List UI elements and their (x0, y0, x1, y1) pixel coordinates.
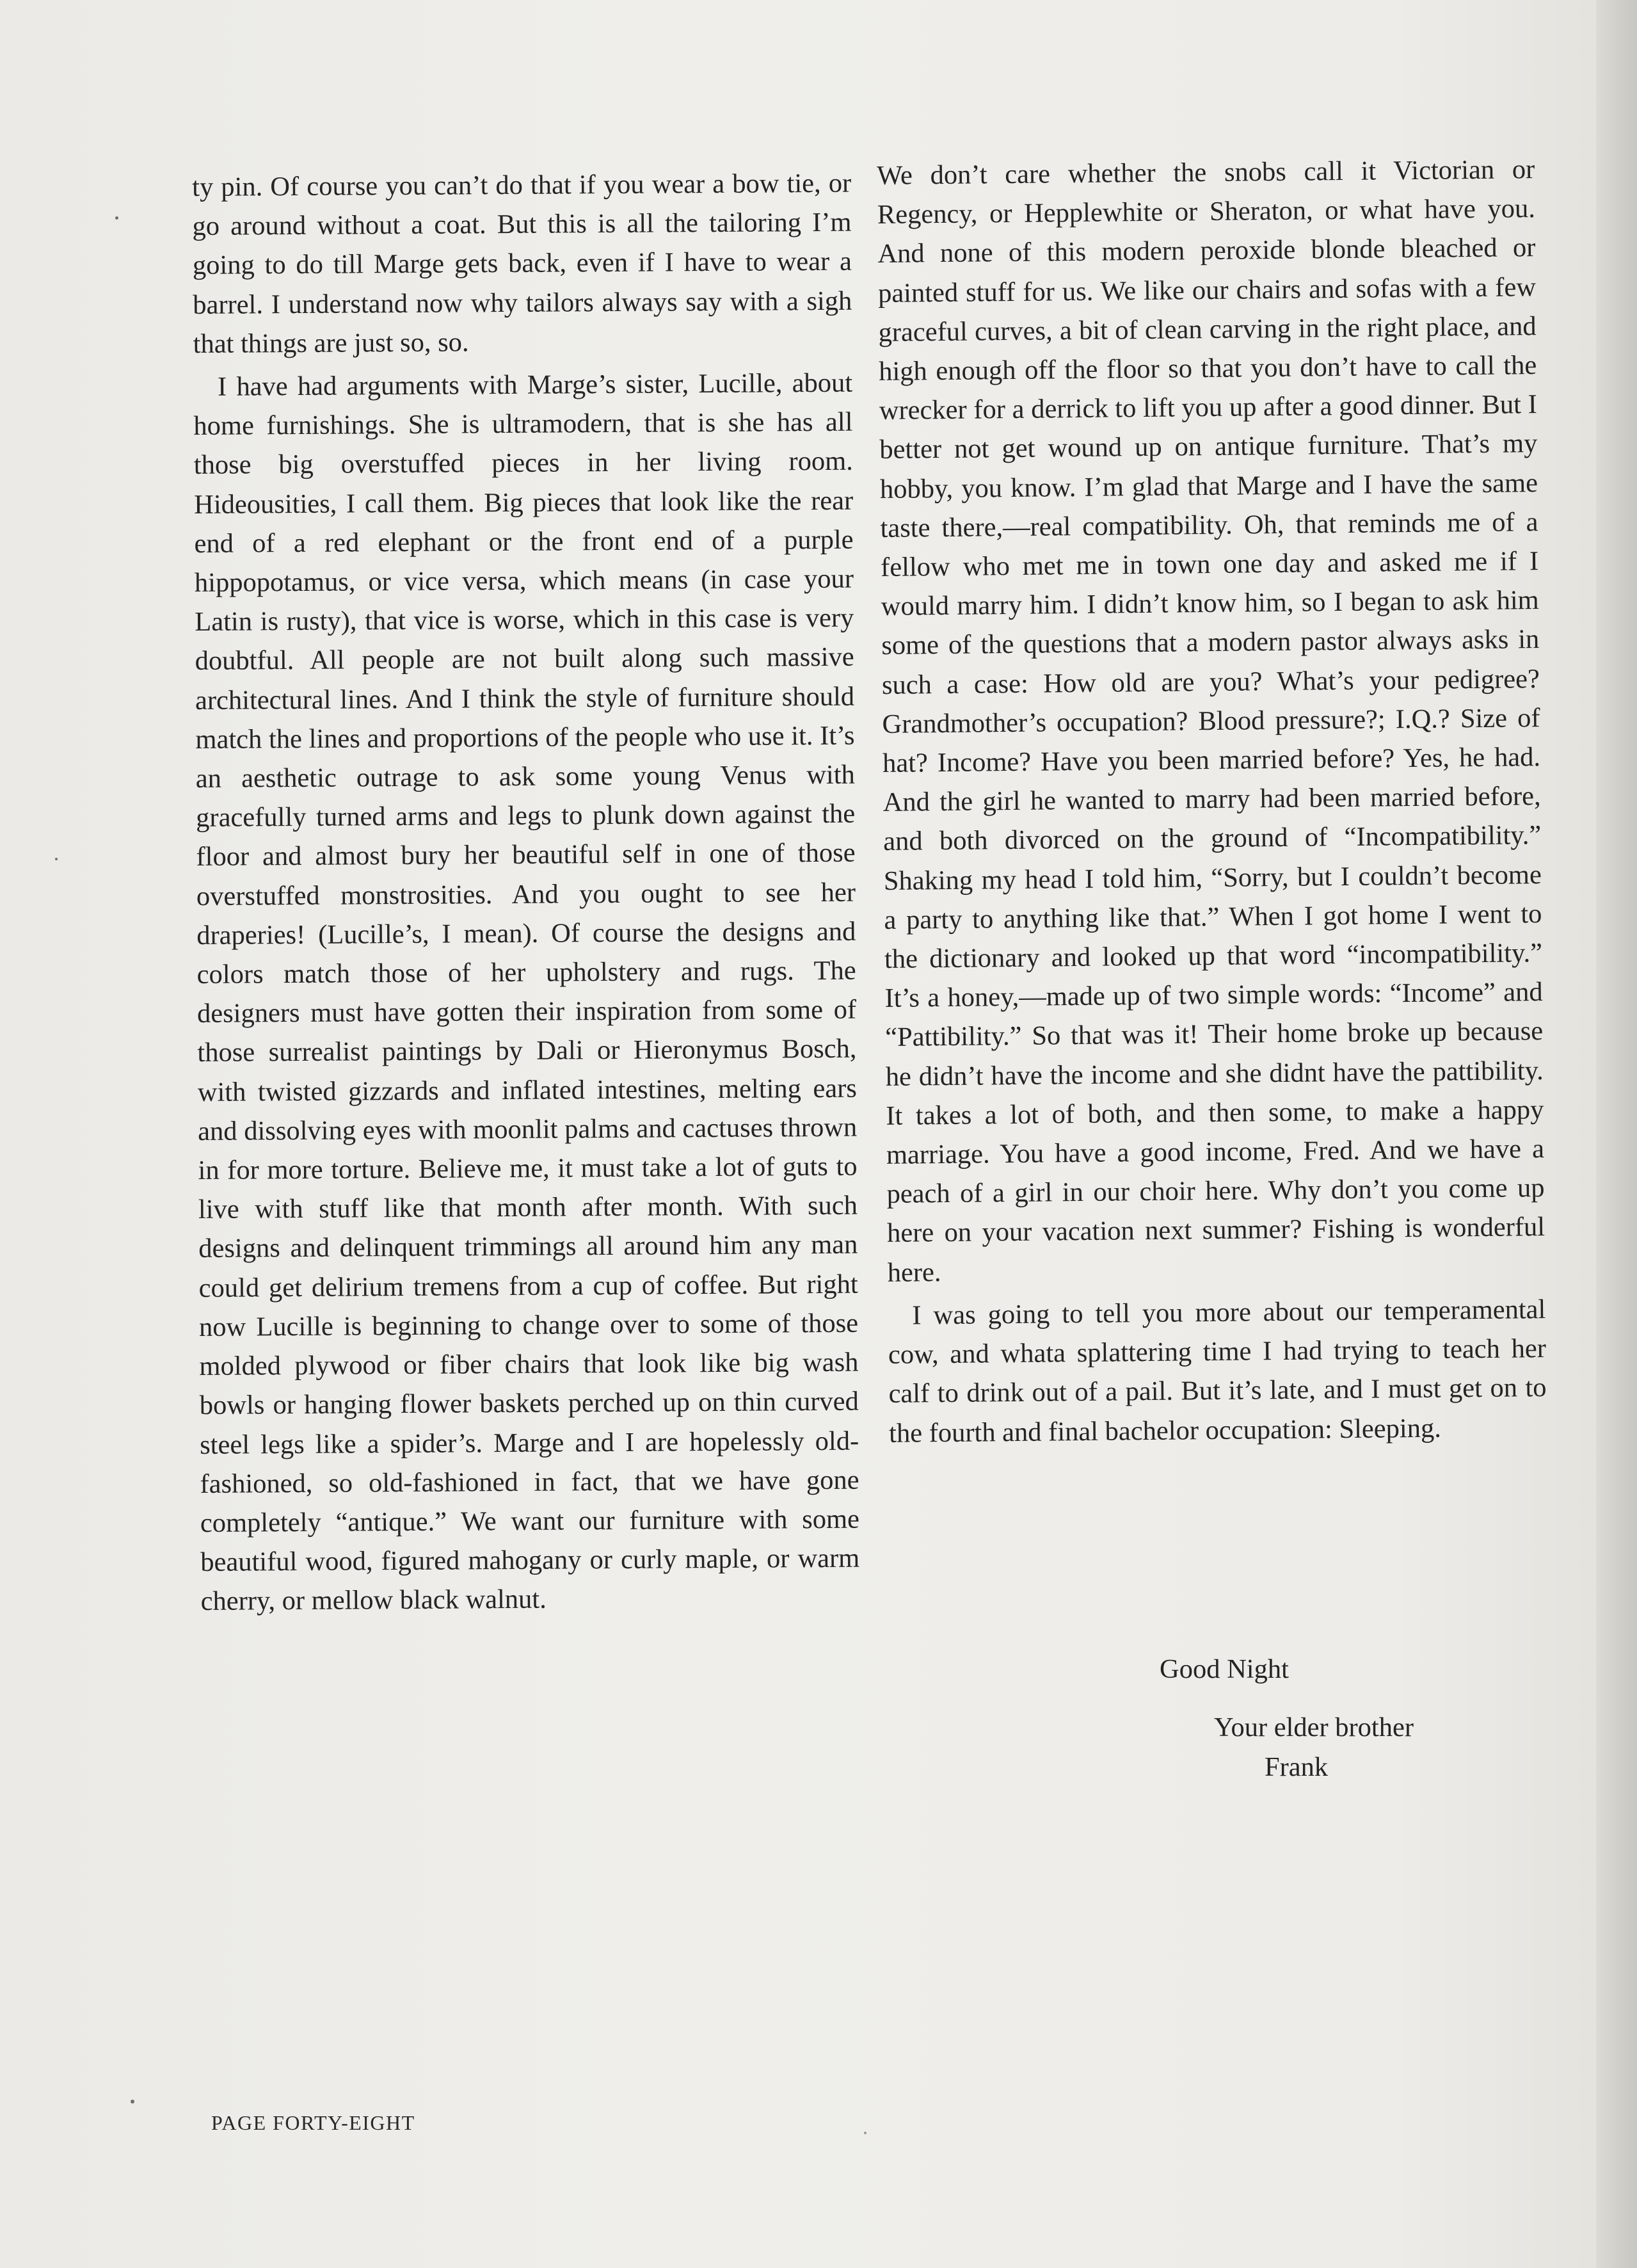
paper-speck (115, 216, 118, 220)
paper-speck (864, 2132, 866, 2134)
paper-speck (131, 2100, 134, 2103)
left-paragraph-furnishings: I have had arguments with Marge’s sister, Lucille, about home furnishings. She is ultramodern, that is she has all those big overstuffed pieces in her living room. Hideousities, I call them. Big pieces that look like the rear end of a red elephant or the front end of a purple hippopotamus, or vice versa, which means (in case your Latin is rusty), that vice is worse, which in this case is very doubtful. All people are not built along such massive architectural lines. And I think the style of furniture should match the lines and proportions of the people who use it. It’s an aesthetic outrage to ask some young Venus with gracefully turned arms and legs to plunk down against the floor and almost bury her beautiful self in one of those overstuffed monstrosities. And you ought to see her draperies! (Lucille’s, I mean). Of course the designs and colors match those of her upholstery and rugs. The designers must have gotten their inspiration from some of those surrealist paintings by Dali or Hieronymus Bosch, with twisted gizzards and inflated intestines, melting ears and dissolving eyes with moonlit palms and cactuses thrown in for more torture. Believe me, it must take a lot of guts to live with stuff like that month after month. With such designs and delinquent trimmings all around him any man could get delirium tremens from a cup of coffee. But right now Lucille is beginning to change over to some of those molded plywood or fiber chairs that look like big wash bowls or hanging flower baskets perched up on thin curved steel legs like a spider’s. Marge and I are hopelessly old-fashioned, so old-fashioned in fact, that we have gone completely “antique.” We want our furniture with some beautiful wood, figured mahogany or curly maple, or warm cherry, or mellow black walnut. (193, 367, 860, 1617)
letter-signoff: Your elder brother (1214, 1712, 1414, 1742)
right-text-column (877, 150, 1547, 1452)
letter-signature-name: Frank (1265, 1752, 1329, 1782)
left-paragraph-continued: ty pin. Of course you can’t do that if you wear a bow tie, or go around without a coat. But this is all the tailoring I’m going to do till Marge gets back, even if I have to wear a barrel. I understand now why tailors always say with a sigh that things are just so, so. (192, 168, 852, 359)
left-text-column (192, 164, 860, 1621)
letter-salutation: Good Night (1160, 1654, 1289, 1684)
right-paragraph-sleeping: I was going to tell you more about our temperamental cow, and whata splattering time I had trying to teach her calf to drink out of a pail. But it’s late, and I must get on to the fourth and final bachelor occupation: Sleeping. (888, 1294, 1547, 1449)
right-paragraph-antiques: We don’t care whether the snobs call it Victorian or Regency, or Hepplewhite or Sheraton, or what have you. And none of this modern peroxide blonde bleached or painted stuff for us. We like our chairs and sofas with a few graceful curves, a bit of clean carving in the right place, and high enough off the floor so that you don’t have to call the wrecker for a derrick to lift you up after a good dinner. But I better not get wound up on antique furniture. That’s my hobby, you know. I’m glad that Marge and I have the same taste there,—real compatibility. Oh, that reminds me of a fellow who met me in town one day and asked me if I would marry him. I didn’t know him, so I began to ask him some of the questions that a modern pastor always asks in such a case: How old are you? What’s your pedigree? Grandmother’s occupation? Blood pressure?; I.Q.? Size of hat? Income? Have you been married before? Yes, he had. And the girl he wanted to marry had been married before, and both divorced on the ground of “Incompatibility.” Shaking my head I told him, “Sorry, but I couldn’t become a party to anything like that.” When I got home I went to the dictionary and looked up that word “incompatibility.” It’s a honey,—made up of two simple words: “Income” and “Pattibility.” So that was it! Their home broke up because he didn’t have the income and she didnt have the pattibility. It takes a lot of both, and then some, to make a happy marriage. You have a good income, Fred. And we have a peach of a girl in our choir here. Why don’t you come up here on your vacation next summer? Fishing is wonderful here. (877, 154, 1545, 1288)
page-number-footer: PAGE FORTY-EIGHT (211, 2111, 415, 2134)
page-edge-shadow (1596, 0, 1637, 2268)
paper-speck (55, 858, 58, 860)
